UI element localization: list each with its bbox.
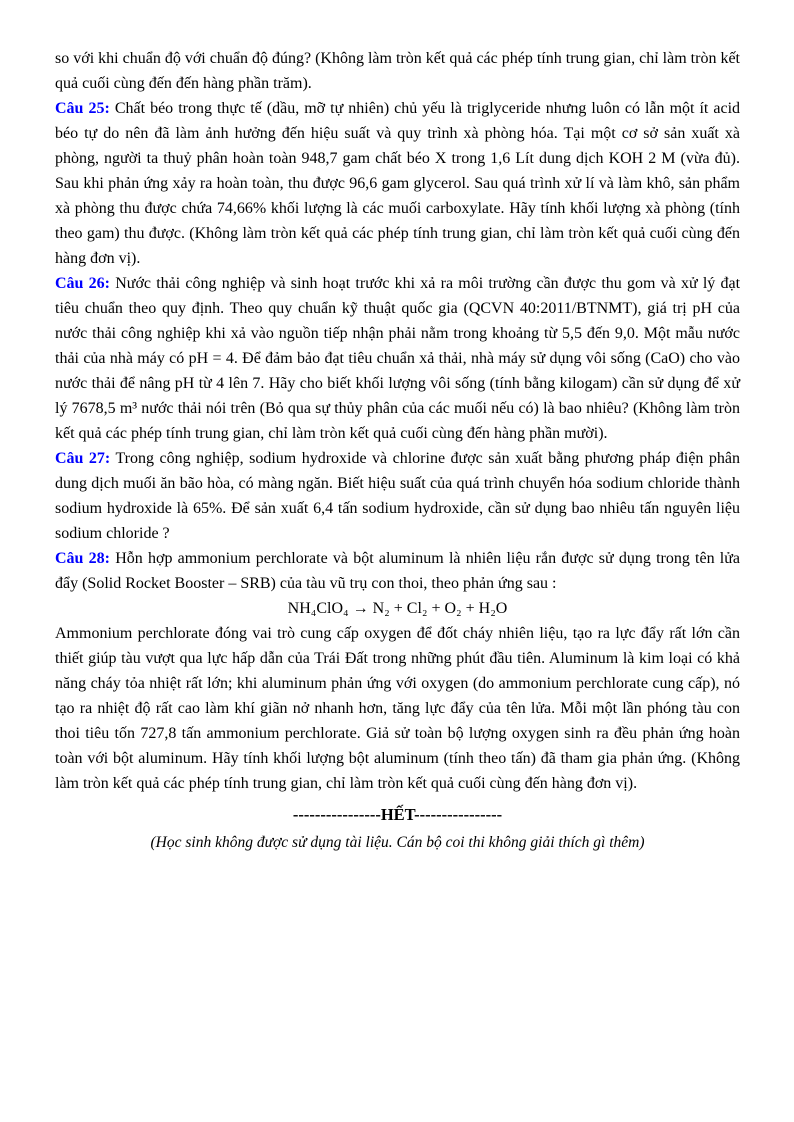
question-25-text: Chất béo trong thực tế (dầu, mỡ tự nhiên) chủ yếu là triglyceride nhưng luôn có lẫn một ít acid béo tự do nên đã làm ảnh hưởng đến hiệu suất và quy trình xà phòng hóa. Tại một cơ sở sản xuất xà phòng, người ta thuỷ phân hoàn toàn 948,7 gam chất béo X trong 1,6 Lít dung dịch KOH 2 M (vừa đủ). Sau khi phản ứng xảy ra hoàn toàn, thu được 96,6 gam glycerol. Sau quá trình xử lí và làm khô, sản phẩm xà phòng thu được chứa 74,66% khối lượng là các muối carboxylate. Hãy tính khối lượng xà phòng (tính theo gam) thu được. (Không làm tròn kết quả các phép tính trung gian, chỉ làm tròn kết quả cuối cùng đến hàng đơn vị). (55, 100, 741, 267)
question-26-label: Câu 26: (55, 275, 110, 292)
question-25-label: Câu 25: (55, 100, 110, 117)
question-28 (55, 546, 740, 596)
end-marker (55, 801, 740, 829)
question-26 (55, 271, 740, 446)
question-27-label: Câu 27: (55, 450, 111, 467)
question-26-text: Nước thải công nghiệp và sinh hoạt trước khi xả ra môi trường cần được thu gom và xử lý đạt tiêu chuẩn theo quy định. Theo quy chuẩn kỹ thuật quốc gia (QCVN 40:2011/BTNMT), giá trị pH của nước thải công nghiệp khi xả vào nguồn tiếp nhận phải nằm trong khoảng từ 5,5 đến 9,0. Một mẫu nước thải của nhà máy có pH = 4. Để đảm bảo đạt tiêu chuẩn xả thải, nhà máy sử dụng vôi sống (CaO) cho vào nước thải để nâng pH từ 4 lên 7. Hãy cho biết khối lượng vôi sống (tính bằng kilogam) cần sử dụng để xử lý 7678,5 m³ nước thải nói trên (Bỏ qua sự thủy phân của các muối nếu có) là bao nhiêu? (Không làm tròn kết quả các phép tính trung gian, chỉ làm tròn kết quả cuối cùng đến hàng phần mười). (55, 275, 741, 442)
exam-footer (55, 801, 740, 857)
question-27 (55, 446, 740, 546)
question-28-label: Câu 28: (55, 550, 110, 567)
intro-paragraph (55, 46, 740, 96)
end-marker-dashes-right: ---------------- (414, 805, 503, 824)
exam-note: (Học sinh không được sử dụng tài liệu. Cán bộ coi thi không giải thích gì thêm) (150, 834, 645, 851)
end-marker-word: HẾT (380, 805, 415, 824)
chemical-equation: NH₄ClO₄ → N₂ + Cl₂ + O₂ + H₂O (287, 600, 508, 617)
question-28-text: Hỗn hợp ammonium perchlorate và bột aluminum là nhiên liệu rắn được sử dụng trong tên lửa đẩy (Solid Rocket Booster – SRB) của tàu vũ trụ con thoi, theo phản ứng sau : (55, 550, 741, 592)
intro-text: so với khi chuẩn độ với chuẩn độ đúng? (Không làm tròn kết quả các phép tính trung gian, chỉ làm tròn kết quả cuối cùng đến đến hàng phần trăm). (55, 50, 740, 92)
end-marker-dashes-left: ---------------- (292, 805, 381, 824)
question-25 (55, 96, 740, 271)
question-28-continued: Ammonium perchlorate đóng vai trò cung cấp oxygen để đốt cháy nhiên liệu, tạo ra lực đẩy rất lớn cần thiết giúp tàu vượt qua lực hấp dẫn của Trái Đất trong những phút đầu tiên. Aluminum là kim loại có khả năng cháy tỏa nhiệt rất lớn; khi aluminum phản ứng với oxygen (do ammonium perchlorate cung cấp), nó tạo ra nhiệt độ rất cao làm khí giãn nở nhanh hơn, tăng lực đẩy của tên lửa. Mỗi một lần phóng tàu con thoi tiêu tốn 727,8 tấn ammonium perchlorate. Giả sử toàn bộ lượng oxygen sinh ra đều phản ứng hoàn toàn với bột aluminum. Hãy tính khối lượng bột aluminum (tính theo tấn) đã tham gia phản ứng. (Không làm tròn kết quả các phép tính trung gian, chỉ làm tròn kết quả cuối cùng đến hàng đơn vị). (55, 625, 740, 792)
question-27-text: Trong công nghiệp, sodium hydroxide và chlorine được sản xuất bằng phương pháp điện phân dung dịch muối ăn bão hòa, có màng ngăn. Biết hiệu suất của quá trình chuyển hóa sodium chloride thành sodium hydroxide là 65%. Để sản xuất 6,4 tấn sodium hydroxide, cần sử dụng bao nhiêu tấn nguyên liệu sodium chloride ? (55, 450, 741, 542)
